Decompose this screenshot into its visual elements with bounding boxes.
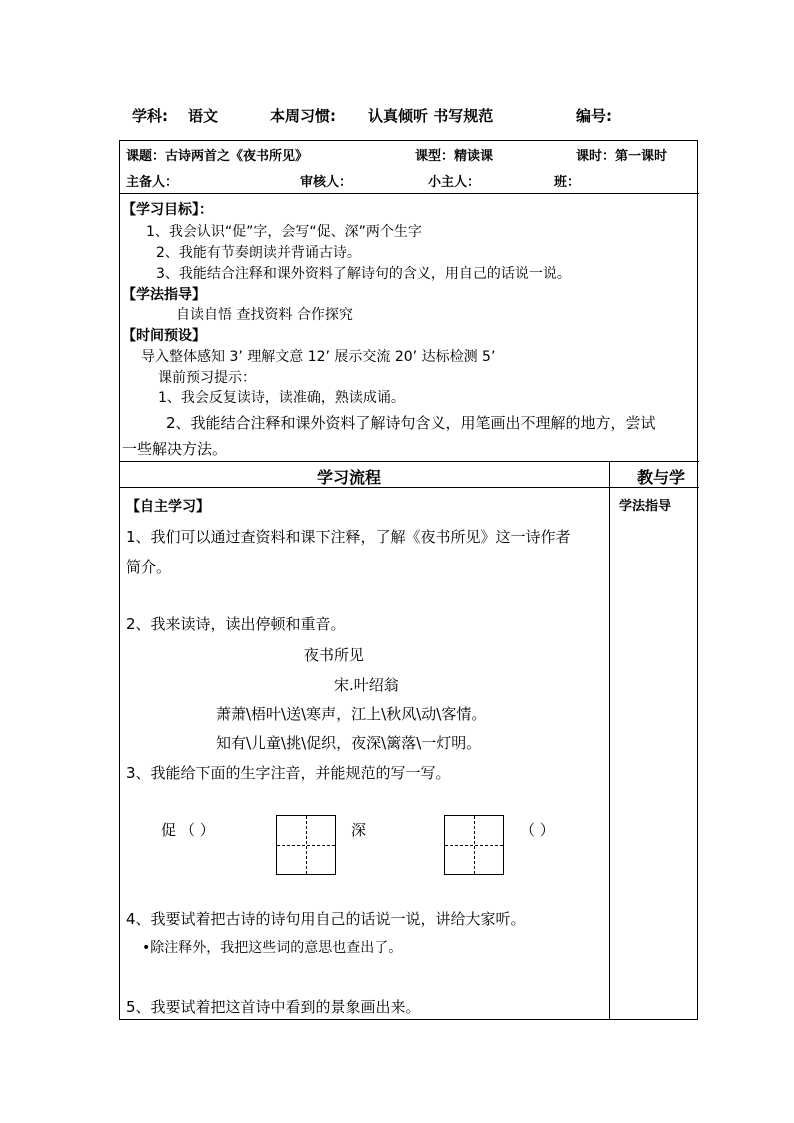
reviewer-field: 审核人： [300,175,353,190]
preview-item-1: 1、我会反复读诗，读准确，熟读成诵。 [158,390,405,406]
subject-label: 学科: [132,107,168,125]
poem-line-2: 知有\儿童\挑\促织，夜深\篱落\一灯明。 [216,734,482,752]
method-text: 自读自悟 查找资料 合作探究 [176,307,353,323]
method-heading: 【学法指导】 [122,287,206,303]
column-header-teach: 教与学 [637,468,686,487]
self-study-heading: 【自主学习】 [126,499,210,515]
preview-item-2a: 2、我能结合注释和课外资料了解诗句含义，用笔画出不理解的地方，尝试 [166,414,656,432]
question-3: 3、我能给下面的生字注音，并能规范的写一写。 [126,764,451,782]
preview-title: 课前预习提示： [158,370,256,386]
practice-char-1: 促 [161,821,177,839]
divider-columns [119,487,699,488]
writing-grid-1[interactable] [276,815,336,875]
practice-char-2: 深 [351,821,367,839]
habit-value: 认真倾听 书写规范 [368,107,494,125]
number-label: 编号: [576,107,612,125]
writing-grid-2[interactable] [444,815,504,875]
host-field: 小主人： [428,175,481,190]
pinyin-blank-1[interactable]: （ ） [180,821,215,839]
class-field: 班： [554,175,581,190]
question-5: 5、我要试着把这首诗中看到的景象画出来。 [126,998,421,1016]
divider-goals [119,461,699,462]
side-note-method: 学法指导 [619,499,672,514]
habit-label: 本周习惯: [270,107,336,125]
divider-info [119,193,699,194]
pinyin-blank-2[interactable]: （ ） [520,821,555,839]
column-divider [609,461,610,1020]
time-text: 导入整体感知 3’ 理解文意 12’ 展示交流 20’ 达标检测 5’ [141,349,496,365]
subject-value: 语文 [188,107,219,125]
time-heading: 【时间预设】 [122,328,206,344]
lesson-topic: 课题：古诗两首之《夜书所见》 [126,149,309,164]
column-header-flow: 学习流程 [317,468,382,487]
question-2: 2、我来读诗，读出停顿和重音。 [126,615,346,633]
poem-title: 夜书所见 [304,646,365,664]
poem-author: 宋.叶绍翁 [334,676,399,694]
question-1a: 1、我们可以通过查资料和课下注释，了解《夜书所见》这一诗作者 [126,528,571,546]
lesson-period: 课时：第一课时 [576,149,668,164]
goals-heading: 【学习目标】： [122,202,213,218]
question-1b: 简介。 [126,558,172,576]
question-4: 4、我要试着把古诗的诗句用自己的话说一说，讲给大家听。 [126,910,526,928]
goal-item-3: 3、我能结合注释和课外资料了解诗句的含义，用自己的话说一说。 [156,266,571,282]
goal-item-2: 2、我能有节奏朗读并背诵古诗。 [156,245,361,261]
poem-line-1: 萧萧\梧叶\送\寒声，江上\秋风\动\客情。 [216,705,487,723]
question-4-note: •除注释外，我把这些词的意思也查出了。 [142,940,403,956]
goal-item-1: 1、我会认识“促”字，会写“促、深”两个生字 [146,224,422,240]
preview-item-2b: 一些解决方法。 [122,440,228,458]
preparer-field: 主备人： [126,175,179,190]
lesson-type: 课型：精读课 [415,149,494,164]
